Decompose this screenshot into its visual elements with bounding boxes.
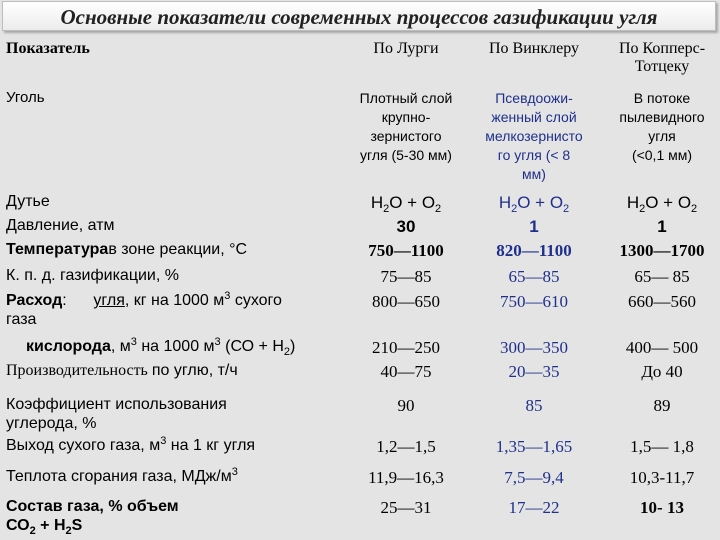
header-koppers-line2: Тотцеку — [634, 58, 690, 75]
header-param: Показатель — [6, 40, 90, 57]
coal-winkler: Псевдоожи- женный слой мелкозернисто го угля (< 8 мм) — [485, 90, 583, 182]
coal-consumption-koppers: 660—560 — [628, 292, 696, 311]
composition-lurgi: 25—31 — [380, 498, 432, 517]
productivity-winkler: 20—35 — [508, 362, 560, 381]
row-composition — [0, 493, 720, 535]
table-header-row — [0, 34, 720, 89]
coal-consumption-lurgi: 800—650 — [372, 292, 440, 311]
blast-koppers: $H_2O + O_2$ — [626, 193, 698, 215]
header-lurgi: По Лурги — [373, 40, 439, 57]
productivity-koppers: До 40 — [641, 362, 683, 381]
row-efficiency — [0, 266, 720, 291]
productivity-lurgi: 40—75 — [380, 362, 432, 381]
header-winkler: По Винклеру — [489, 40, 579, 57]
coal-koppers: В потоке пылевидного угля (<0,1 мм) — [619, 90, 705, 163]
efficiency-koppers: 65— 85 — [634, 267, 690, 286]
blast-winkler: $H_2O + O_2$ — [498, 193, 570, 215]
heat-lurgi: 11,9—16,3 — [368, 468, 444, 487]
row-heat — [0, 463, 720, 493]
row-gas-yield — [0, 433, 720, 463]
row-productivity — [0, 361, 720, 391]
gas-yield-label: Выход сухого газа, $м^3$ на 1 кг угля — [6, 435, 256, 454]
row-temperature — [0, 240, 720, 266]
row-carbon-usage — [0, 391, 720, 433]
composition-winkler: 17—22 — [508, 498, 560, 517]
efficiency-winkler: 65—85 — [508, 267, 560, 286]
temperature-koppers: 1300—1700 — [619, 241, 705, 260]
temperature-lurgi: 750—1100 — [368, 241, 444, 260]
row-pressure — [0, 216, 720, 240]
composition-koppers: 10- 13 — [640, 498, 684, 517]
gas-yield-lurgi: 1,2—1,5 — [376, 437, 436, 456]
blast-label: Дутье — [6, 193, 50, 210]
composition-label: Состав газа, % объем $СО_2 + Н_2S$ — [6, 498, 179, 535]
blast-lurgi: $H_2O + O_2$ — [370, 193, 442, 215]
gasification-table — [0, 34, 720, 535]
heat-koppers: 10,3-11,7 — [629, 468, 695, 487]
oxygen-consumption-koppers: 400— 500 — [625, 338, 699, 357]
oxygen-consumption-winkler: 300—350 — [500, 338, 568, 357]
header-koppers — [598, 34, 720, 89]
carbon-usage-lurgi: 90 — [397, 396, 415, 415]
temperature-label: Температурав зоне реакции, °С — [6, 241, 248, 258]
pressure-label: Давление, атм — [6, 217, 115, 234]
temperature-winkler: 820—1100 — [496, 241, 572, 260]
oxygen-consumption-label: кислорода, $м^3$ на 1000 $м^3$ $(СО + Н_2)$ — [26, 337, 296, 358]
coal-lurgi: Плотный слой крупно- зернистого угля (5-30 мм) — [359, 90, 453, 163]
productivity-label: Производительность по углю, т/ч — [6, 362, 238, 379]
coal-consumption-label: Расход: угля, кг на 1000 $м^3$ сухого газа — [6, 291, 282, 328]
pressure-koppers: 1 — [657, 217, 667, 236]
heat-winkler: 7,5—9,4 — [504, 468, 564, 487]
row-coal — [0, 89, 720, 192]
page-title: Основные показатели современных процессов газификации угля — [60, 5, 658, 29]
row-coal-consumption — [0, 291, 720, 337]
gas-yield-winkler: 1,35—1,65 — [495, 437, 573, 456]
title-box — [2, 1, 716, 31]
coal-consumption-winkler: 750—610 — [500, 292, 568, 311]
pressure-winkler: 1 — [529, 217, 539, 236]
pressure-lurgi: 30 — [396, 217, 416, 236]
efficiency-label: К. п. д. газификации, % — [6, 267, 179, 284]
oxygen-consumption-lurgi: 210—250 — [372, 338, 440, 357]
coal-label: Уголь — [6, 89, 45, 106]
carbon-usage-koppers: 89 — [653, 396, 671, 415]
gas-yield-koppers: 1,5— 1,8 — [630, 437, 694, 456]
carbon-usage-winkler: 85 — [525, 396, 543, 415]
carbon-usage-label: Коэффициент использования углерода, % — [6, 396, 227, 432]
efficiency-lurgi: 75—85 — [380, 267, 432, 286]
heat-label: Теплота сгорания газа, МДж/$м^3$ — [6, 466, 238, 485]
row-oxygen-consumption — [0, 337, 720, 361]
row-blast — [0, 192, 720, 216]
header-koppers-line1: По Копперс- — [618, 40, 706, 57]
